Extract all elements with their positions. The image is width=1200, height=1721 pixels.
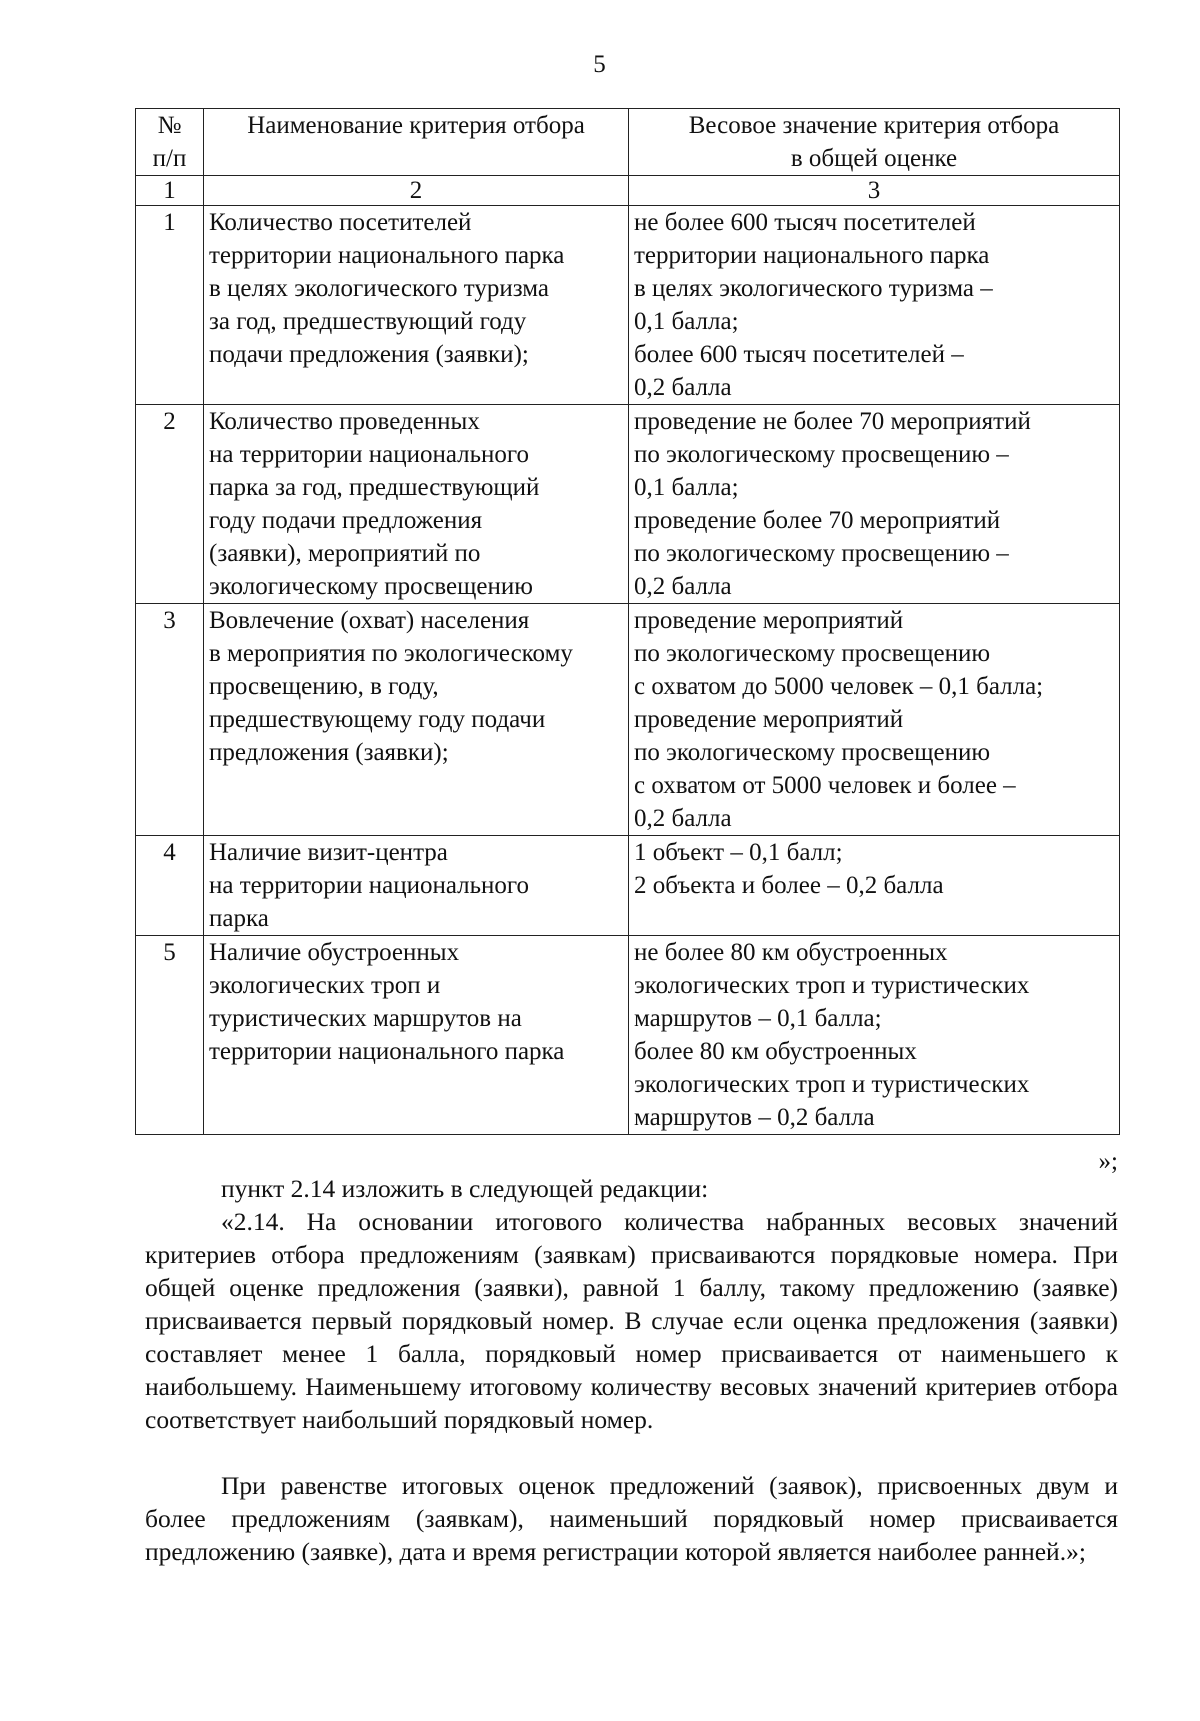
- cell-line: экологических троп и туристических: [634, 1071, 1030, 1098]
- header-line: п/п: [152, 145, 187, 172]
- cell-line: Количество посетителей: [209, 209, 472, 236]
- cell-line: в мероприятия по экологическому: [209, 640, 573, 667]
- cell-line: маршрутов – 0,2 балла: [634, 1104, 875, 1131]
- table-row: [136, 936, 1120, 1135]
- cell-line: проведение не более 70 мероприятий: [634, 408, 1031, 435]
- cell-line: 0,2 балла: [634, 374, 732, 401]
- cell-line: территории национального парка: [209, 242, 565, 269]
- cell-line: подачи предложения (заявки);: [209, 341, 529, 368]
- cell-line: 1 объект – 0,1 балл;: [634, 839, 843, 866]
- cell-line: в целях экологического туризма: [209, 275, 550, 302]
- paragraph-main: «2.14. На основании итогового количества набранных весовых значений критериев отбора предложениям (заявкам) присваиваются порядковые номера. При общей оценке предложения (заявки), равной 1 баллу, такому предложению (заявке) присваивается первый порядковый номер. В случае если оценка предложения (заявки) составляет менее 1 балла, порядковый номер присваивается от наименьшего к наибольшему. Наименьшему итоговому количеству весовых значений критериев отбора соответствует наибольший порядковый номер.: [145, 1207, 1118, 1434]
- criteria-table-body: [136, 109, 1120, 1135]
- criterion-cell: [204, 206, 629, 405]
- closing-quote-mark: »;: [1098, 1148, 1118, 1175]
- header-number: [136, 109, 204, 176]
- paragraph-intro: пункт 2.14 изложить в следующей редакции:: [221, 1174, 709, 1203]
- cell-line: более 80 км обустроенных: [634, 1038, 917, 1065]
- cell-line: по экологическому просвещению –: [634, 540, 1009, 567]
- row-number: 3: [136, 604, 204, 836]
- cell-line: проведение более 70 мероприятий: [634, 507, 1001, 534]
- cell-line: предложения (заявки);: [209, 739, 449, 766]
- table-header-row: [136, 109, 1120, 176]
- cell-line: экологическому просвещению: [209, 573, 533, 600]
- cell-line: не более 80 км обустроенных: [634, 939, 948, 966]
- cell-line: предшествующему году подачи: [209, 706, 546, 733]
- criterion-cell: [204, 604, 629, 836]
- column-index: 1: [136, 176, 204, 206]
- cell-line: (заявки), мероприятий по: [209, 540, 481, 567]
- paragraph-final: При равенстве итоговых оценок предложений (заявок), присвоенных двум и более предложениям (заявкам), наименьший порядковый номер присваивается предложению (заявке), дата и время регистрации которой является наиболее ранней.»;: [145, 1471, 1118, 1566]
- cell-line: на территории национального: [209, 441, 530, 468]
- table-index-row: [136, 176, 1120, 206]
- cell-line: более 600 тысяч посетителей –: [634, 341, 964, 368]
- cell-line: территории национального парка: [209, 1038, 565, 1065]
- cell-line: 0,1 балла;: [634, 474, 739, 501]
- cell-line: году подачи предложения: [209, 507, 483, 534]
- header-line: Весовое значение критерия отбора: [688, 112, 1060, 139]
- criterion-cell: [204, 836, 629, 936]
- row-number: 5: [136, 936, 204, 1135]
- criterion-cell: [204, 405, 629, 604]
- cell-line: не более 600 тысяч посетителей: [634, 209, 976, 236]
- cell-line: по экологическому просвещению –: [634, 441, 1009, 468]
- column-index: 3: [629, 176, 1120, 206]
- cell-line: просвещению, в году,: [209, 673, 439, 700]
- weight-cell: [629, 604, 1120, 836]
- header-line: Наименование критерия отбора: [247, 112, 585, 139]
- cell-line: проведение мероприятий: [634, 607, 904, 634]
- cell-line: 2 объекта и более – 0,2 балла: [634, 872, 944, 899]
- table-row: [136, 405, 1120, 604]
- row-number: 1: [136, 206, 204, 405]
- cell-line: Наличие обустроенных: [209, 939, 460, 966]
- cell-line: в целях экологического туризма –: [634, 275, 993, 302]
- cell-line: на территории национального: [209, 872, 530, 899]
- column-index: 2: [204, 176, 629, 206]
- cell-line: с охватом до 5000 человек – 0,1 балла;: [634, 673, 1044, 700]
- cell-line: 0,2 балла: [634, 805, 732, 832]
- row-number: 4: [136, 836, 204, 936]
- cell-line: Вовлечение (охват) населения: [209, 607, 530, 634]
- cell-line: 0,2 балла: [634, 573, 732, 600]
- cell-line: с охватом от 5000 человек и более –: [634, 772, 1016, 799]
- table-row: [136, 206, 1120, 405]
- header-criterion: [204, 109, 629, 176]
- header-line: №: [157, 112, 182, 139]
- weight-cell: [629, 936, 1120, 1135]
- weight-cell: [629, 405, 1120, 604]
- weight-cell: [629, 836, 1120, 936]
- header-line: в общей оценке: [790, 145, 958, 172]
- cell-line: парка: [209, 905, 269, 932]
- cell-line: туристических маршрутов на: [209, 1005, 522, 1032]
- row-number: 2: [136, 405, 204, 604]
- header-weight: [629, 109, 1120, 176]
- cell-line: проведение мероприятий: [634, 706, 904, 733]
- criteria-table: [135, 108, 1120, 1135]
- cell-line: по экологическому просвещению: [634, 640, 991, 667]
- cell-line: по экологическому просвещению: [634, 739, 991, 766]
- cell-line: маршрутов – 0,1 балла;: [634, 1005, 882, 1032]
- cell-line: территории национального парка: [634, 242, 990, 269]
- table-row: [136, 604, 1120, 836]
- cell-line: 0,1 балла;: [634, 308, 739, 335]
- weight-cell: [629, 206, 1120, 405]
- cell-line: экологических троп и туристических: [634, 972, 1030, 999]
- cell-line: экологических троп и: [209, 972, 441, 999]
- table-row: [136, 836, 1120, 936]
- cell-line: Количество проведенных: [209, 408, 480, 435]
- cell-line: Наличие визит-центра: [209, 839, 448, 866]
- criterion-cell: [204, 936, 629, 1135]
- cell-line: за год, предшествующий году: [209, 308, 527, 335]
- cell-line: парка за год, предшествующий: [209, 474, 540, 501]
- page-number: 5: [593, 51, 606, 78]
